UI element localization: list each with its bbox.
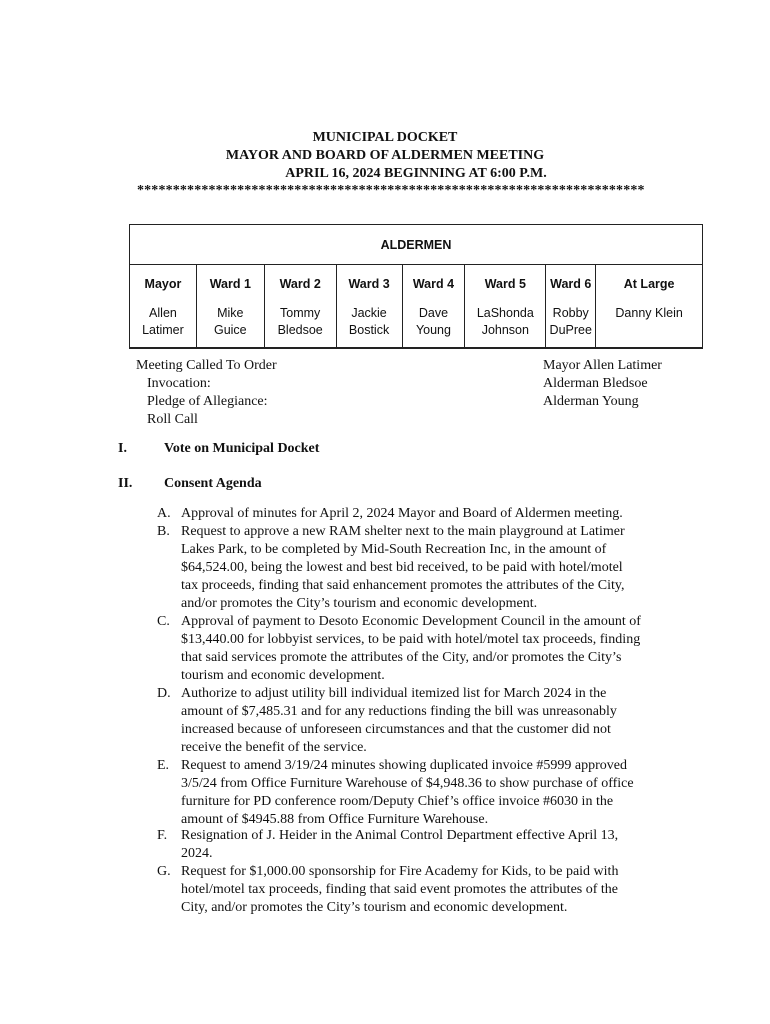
item-text-line: that said services promote the attributes of the City, and/or promotes the City’s: [181, 650, 622, 665]
item-text-line: Lakes Park, to be completed by Mid-South Recreation Inc, in the amount of: [181, 542, 607, 557]
item-text-line: Request for $1,000.00 sponsorship for Fire Academy for Kids, to be paid with: [181, 864, 619, 879]
item-text-line: and/or promotes the City’s tourism and economic development.: [181, 596, 538, 611]
column-heading: Ward 4: [402, 265, 465, 304]
opening-call-to-order: Meeting Called To Order: [136, 358, 277, 373]
member-name: LaShonda Johnson: [465, 303, 546, 348]
opening-presider: Mayor Allen Latimer: [543, 358, 662, 373]
item-text-line: hotel/motel tax proceeds, finding that said event promotes the attributes of the: [181, 882, 618, 897]
item-text-line: Resignation of J. Heider in the Animal Control Department effective April 13,: [181, 828, 619, 843]
item-text-line: increased because of unforeseen circumstances and that the customer did not: [181, 722, 611, 737]
section-title: Vote on Municipal Docket: [164, 441, 320, 456]
member-name: Dave Young: [402, 303, 465, 348]
item-letter: E.: [157, 758, 170, 773]
item-text-line: amount of $4945.88 from Office Furniture Warehouse.: [181, 812, 489, 827]
member-name: Danny Klein: [596, 303, 703, 348]
member-name: Allen Latimer: [130, 303, 197, 348]
meeting-title: MAYOR AND BOARD OF ALDERMEN MEETING: [225, 148, 545, 163]
member-name: Tommy Bledsoe: [264, 303, 336, 348]
aldermen-table: [129, 224, 703, 349]
pledge-by: Alderman Young: [543, 394, 639, 409]
item-text-line: tax proceeds, finding that said enhancement promotes the attributes of the City,: [181, 578, 625, 593]
section-title: Consent Agenda: [164, 476, 262, 491]
item-text-line: 3/5/24 from Office Furniture Warehouse of $4,948.36 to show purchase of office: [181, 776, 634, 791]
opening-roll-call: Roll Call: [147, 412, 198, 427]
invocation-by: Alderman Bledsoe: [543, 376, 648, 391]
column-heading: Ward 6: [546, 265, 596, 304]
separator-stars: ***********************************************************************: [137, 183, 645, 198]
aldermen-title: ALDERMEN: [130, 225, 703, 265]
item-letter: C.: [157, 614, 170, 629]
item-text-line: Approval of minutes for April 2, 2024 Mayor and Board of Aldermen meeting.: [181, 506, 623, 521]
column-heading: Ward 2: [264, 265, 336, 304]
meeting-date: APRIL 16, 2024 BEGINNING AT 6:00 P.M.: [285, 166, 547, 181]
item-text-line: 2024.: [181, 846, 213, 861]
consent-item: [157, 613, 697, 685]
item-text-line: $13,440.00 for lobbyist services, to be paid with hotel/motel tax proceeds, finding: [181, 632, 641, 647]
consent-item: [157, 685, 697, 757]
member-name: Jackie Bostick: [336, 303, 402, 348]
consent-item: [157, 523, 697, 613]
column-heading: Ward 5: [465, 265, 546, 304]
opening-pledge: Pledge of Allegiance:: [147, 394, 268, 409]
consent-item: [157, 827, 697, 863]
item-letter: D.: [157, 686, 171, 701]
item-letter: A.: [157, 506, 171, 521]
column-heading: Ward 3: [336, 265, 402, 304]
column-heading: Ward 1: [196, 265, 264, 304]
item-text-line: Authorize to adjust utility bill individual itemized list for March 2024 in the: [181, 686, 607, 701]
item-text-line: $64,524.00, being the lowest and best bid received, to be paid with hotel/motel: [181, 560, 623, 575]
section-numeral: I.: [118, 441, 127, 456]
aldermen-header-row: [130, 265, 703, 304]
item-text-line: Approval of payment to Desoto Economic Development Council in the amount of: [181, 614, 641, 629]
item-text-line: Request to amend 3/19/24 minutes showing duplicated invoice #5999 approved: [181, 758, 627, 773]
opening-invocation: Invocation:: [147, 376, 211, 391]
item-letter: B.: [157, 524, 170, 539]
item-text-line: amount of $7,485.31 and for any reductions finding the bill was unreasonably: [181, 704, 617, 719]
column-heading: At Large: [596, 265, 703, 304]
docket-title: MUNICIPAL DOCKET: [312, 130, 458, 145]
consent-item: [157, 505, 697, 523]
item-text-line: City, and/or promotes the City’s tourism and economic development.: [181, 900, 568, 915]
member-name: Robby DuPree: [546, 303, 596, 348]
consent-item: [157, 757, 697, 829]
section-numeral: II.: [118, 476, 133, 491]
aldermen-names-row: [130, 303, 703, 348]
item-text-line: Request to approve a new RAM shelter next to the main playground at Latimer: [181, 524, 625, 539]
item-text-line: furniture for PD conference room/Deputy Chief’s office invoice #6030 in the: [181, 794, 614, 809]
member-name: Mike Guice: [196, 303, 264, 348]
item-text-line: tourism and economic development.: [181, 668, 385, 683]
column-heading: Mayor: [130, 265, 197, 304]
consent-item: [157, 863, 697, 917]
item-letter: G.: [157, 864, 171, 879]
item-text-line: receive the benefit of the service.: [181, 740, 367, 755]
item-letter: F.: [157, 828, 168, 843]
